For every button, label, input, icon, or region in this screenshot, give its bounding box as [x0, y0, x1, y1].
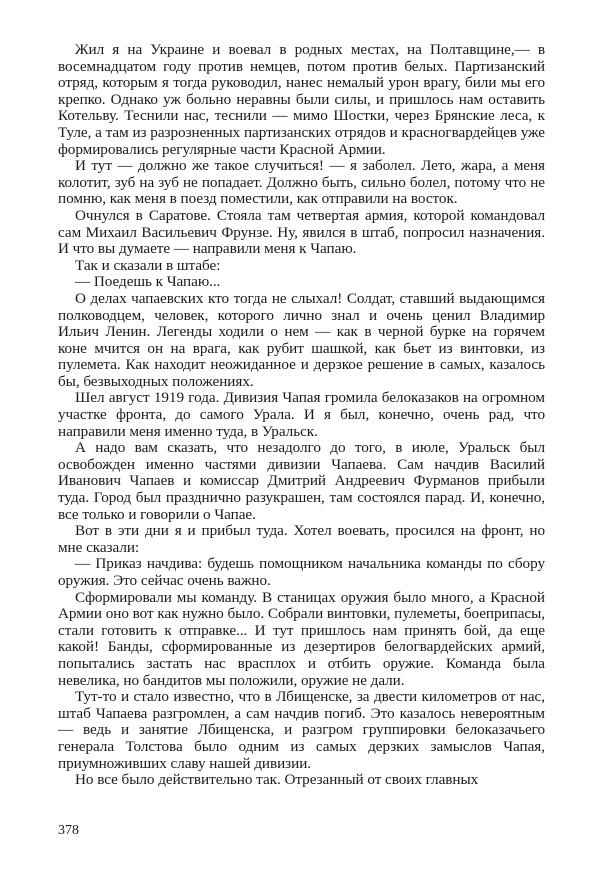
paragraph-2: И тут — должно же такое случиться! — я заболел. Лето, жара, а меня колотит, зуб на зуб не попадает. Должно быть, сильно болел, потому что не помню, как меня в поезд поместили, как отправили на восток. [58, 157, 545, 208]
paragraph-11: Сформировали мы команду. В станицах оружия было много, а Красной Армии оно вот как нужно было. Собрали винтовки, пулеметы, боеприпасы, стали готовить к отправке... И тут пришлось нам принять бой, да еще какой! Банды, сформированные из дезертиров белогвардейских армий, попытались застать нас врасплох и отбить оружие. Команда была невелика, но бандитов мы положили, оружие не дали. [58, 588, 545, 689]
page-number: 378 [58, 823, 79, 838]
paragraph-13: Но все было действительно так. Отрезанный от своих главных [75, 771, 479, 789]
paragraph-7: Шел август 1919 года. Дивизия Чапая громила белоказаков на огромном участке фронта, до самого Урала. И я был, конечно, очень рад, что направили меня именно туда, в Уральск. [58, 389, 545, 440]
paragraph-6: О делах чапаевских кто тогда не слыхал! Солдат, ставший выдающимся полководцем, человек, которого лично знал и очень ценил Владимир Ильич Ленин. Легенды ходили о нем — как в черной бурке на горячем коне мчится он на врага, как рубит шашкой, как бьет из винтовки, из пулемета. Как находит неожиданное и дерзкое решение в самых, казалось бы, безвыходных положениях. [58, 289, 545, 390]
paragraph-8: А надо вам сказать, что незадолго до того, в июле, Уральск был освобожден именно частями дивизии Чапаева. Сам начдив Василий Иванович Чапаев и комиссар Дмитрий Андреевич Фурманов прибыли туда. Город был празднично разукрашен, там состоялся парад. И, конечно, все только и говорили о Чапае. [58, 439, 545, 523]
paragraph-4: Так и сказали в штабе: [75, 256, 221, 274]
paragraph-12: Тут-то и стало известно, что в Лбищенске, за двести километров от нас, штаб Чапаева разгромлен, а сам начдив погиб. Это казалось невероятным — ведь и занятие Лбищенска, и разгром группировки белоказачьего генерала Толстова было одним из самых дерзких замыслов Чапая, приумноживших славу нашей дивизии. [58, 688, 545, 772]
paragraph-5: — Поедешь к Чапаю... [75, 273, 221, 291]
paragraph-9: Вот в эти дни я и прибыл туда. Хотел воевать, просился на фронт, но мне сказали: [58, 522, 545, 556]
paragraph-3: Очнулся в Саратове. Стояла там четвертая армия, которой командовал сам Михаил Васильевич Фрунзе. Ну, явился в штаб, попросил назначения. И что вы думаете — направили меня к Чапаю. [58, 206, 545, 258]
text-column [58, 42, 545, 789]
paragraph-10: — Приказ начдива: будешь помощником начальника команды по сбору оружия. Это сейчас очень важно. [58, 555, 545, 589]
paragraph-1: Жил я на Украине и воевал в родных местах, на Полтавщине,— в восемнадцатом году против немцев, потом против белых. Партизанский отряд, которым я тогда руководил, нанес немалый урон врагу, били мы его крепко. Однако уж больно неравны были силы, и пришлось нам оставить Котельву. Теснили нас, теснили — мимо Шостки, через Брянские леса, к Туле, а там из разрозненных партизанских отрядов и красногвардейцев уже формировались регулярные части Красной Армии. [58, 41, 545, 158]
